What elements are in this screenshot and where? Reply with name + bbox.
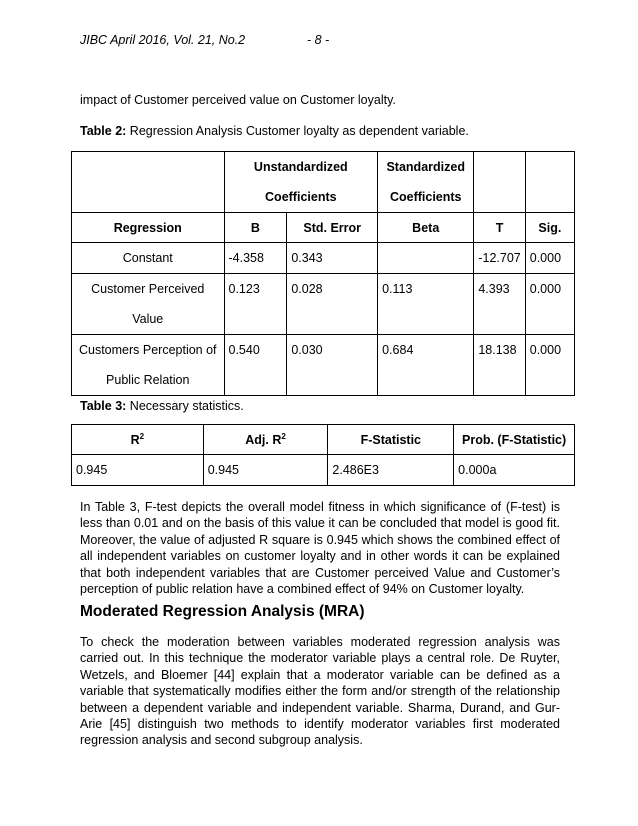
table-row [72,335,575,396]
table2-blank-cell-sig [525,152,574,213]
standardized-line1: Standardized [386,160,465,174]
table2-caption-text: Regression Analysis Customer loyalty as dependent variable. [129,124,469,138]
row-label-line1: Customers Perception of [78,343,217,357]
row-label [72,243,225,274]
cell-se: 0.030 [287,335,378,396]
cell-sig: 0.000 [525,243,574,274]
regression-table [71,151,575,396]
col-regression: Regression [72,213,225,243]
col-std-error: Std. Error [287,213,378,243]
paragraph-f-test: In Table 3, F-test depicts the overall model fitness in which significance of (F-test) is less than 0.01 and on the basis of this value it can be concluded that model is good fit. Moreover, the value of adjusted R square is 0.945 which shows the combined effect of all independent variables on customer loyalty and in other words it can be explained that both independent variables that are Customer perceived Value and Customer’s perception of public relation have a combined effect of 94% on Customer loyalty. [80,500,560,597]
r2-sup: 2 [139,431,145,441]
cell-beta [378,243,474,274]
section-title: Moderated Regression Analysis (MRA) [80,603,365,620]
table2-group-header-row [72,152,575,213]
table3-header-row [72,425,575,455]
statistics-table [71,424,575,486]
table3-caption [80,399,560,413]
unstandardized-group-header [224,152,378,213]
row-label [72,274,225,335]
col-sig: Sig. [525,213,574,243]
row-label-line2: Public Relation [106,373,190,387]
table2-caption [80,124,560,138]
paragraph-mra: To check the moderation between variables moderated regression analysis was carried out. In this technique the moderator variable plays a central role. De Ruyter, Wetzels, and Bloemer [44] explain that a moderator variable can be defined as a variable that systematically modifies either the form and/or strength of the relationship between a dependent variable and independent variable. Sharma, Durand, and Gur-Arie [45] distinguish two methods to identify moderator variables first moderated regression analysis and second subgroup analysis. [80,635,560,748]
col-f-statistic: F-Statistic [328,425,454,455]
r2-base: R [130,432,140,447]
page-number: - 8 - [307,33,330,47]
cell-prob-f: 0.000a [454,455,575,486]
table3-caption-text: Necessary statistics. [129,399,244,413]
unstandardized-line1: Unstandardized [253,160,348,174]
intro-line: impact of Customer perceived value on Customer loyalty. [80,93,396,107]
cell-beta: 0.113 [378,274,474,335]
cell-b: -4.358 [224,243,287,274]
row-label [72,335,225,396]
cell-t: 4.393 [474,274,525,335]
cell-adj-r2: 0.945 [203,455,328,486]
unstandardized-line2: Coefficients [265,190,337,204]
table-row [72,243,575,274]
row-label-line2: Value [132,312,164,326]
table2-label: Table 2: [80,124,127,138]
cell-b: 0.123 [224,274,287,335]
standardized-line2: Coefficients [389,190,462,204]
cell-sig: 0.000 [525,335,574,396]
row-label-line1: Constant [122,251,173,265]
cell-se: 0.028 [287,274,378,335]
cell-b: 0.540 [224,335,287,396]
cell-beta: 0.684 [378,335,474,396]
cell-f-statistic: 2.486E3 [328,455,454,486]
cell-r2: 0.945 [72,455,204,486]
cell-t: 18.138 [474,335,525,396]
cell-t: -12.707 [474,243,525,274]
row-label-line1: Customer Perceived [91,282,205,296]
cell-sig: 0.000 [525,274,574,335]
col-t: T [474,213,525,243]
table-row [72,274,575,335]
adj-r2-base: Adj. R [245,432,282,447]
cell-se: 0.343 [287,243,378,274]
col-r2 [72,425,204,455]
col-prob-f: Prob. (F-Statistic) [454,425,575,455]
col-adj-r2 [203,425,328,455]
journal-name: JIBC April 2016, Vol. 21, No.2 [80,33,246,47]
adj-r2-sup: 2 [281,431,286,441]
table-row [72,455,575,486]
table2-blank-cell [72,152,225,213]
page-header [80,33,560,49]
table2-column-header-row [72,213,575,243]
table2-blank-cell-t [474,152,525,213]
col-b: B [224,213,287,243]
table3-label: Table 3: [80,399,127,413]
standardized-group-header [378,152,474,213]
col-beta: Beta [378,213,474,243]
